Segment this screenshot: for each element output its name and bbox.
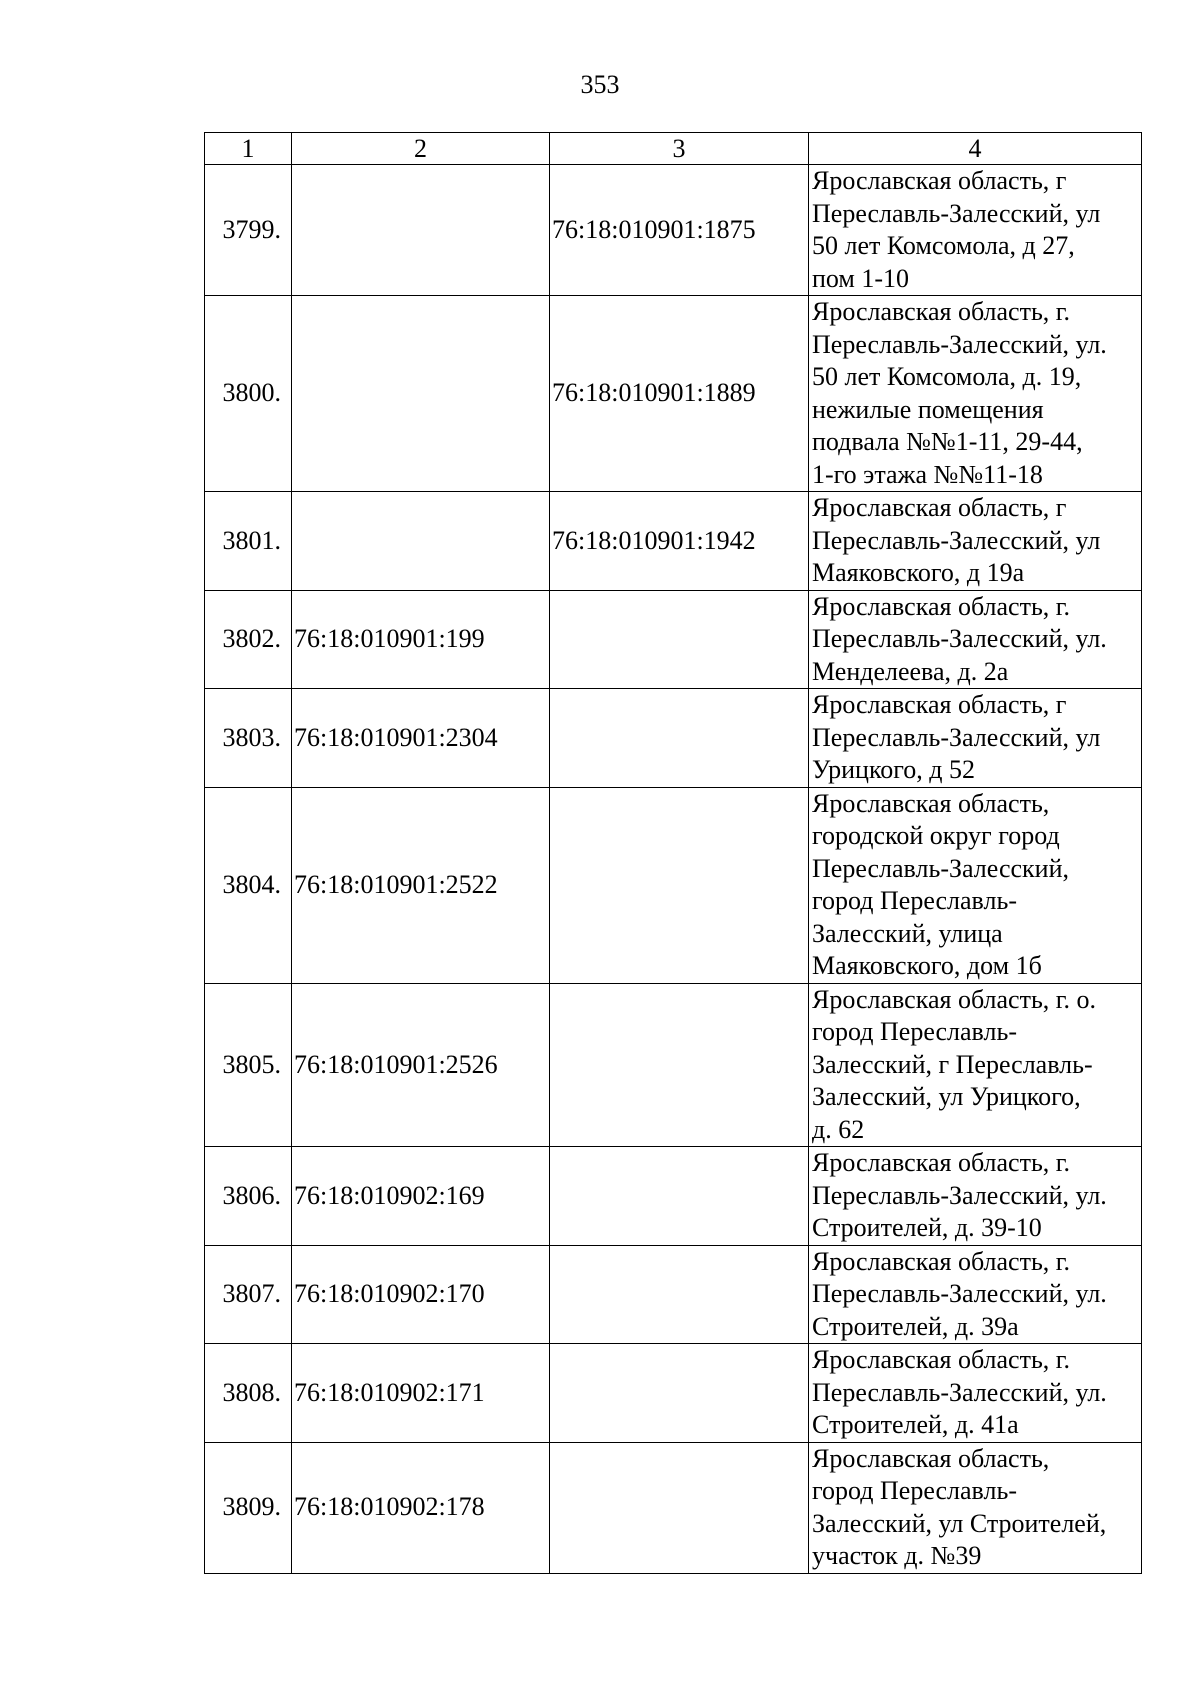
cadastral-number-col2: 76:18:010901:2526 — [292, 983, 550, 1147]
table-row — [205, 983, 1142, 1147]
table-row — [205, 787, 1142, 983]
row-number: 3808. — [205, 1344, 292, 1443]
cadastral-number-col2: 76:18:010901:2522 — [292, 787, 550, 983]
address: Ярославская область, г. Переславль-Залесский, ул. 50 лет Комсомола, д. 19, нежилые помещения подвала №№1-11, 29-44, 1-го этажа №№11-18 — [809, 296, 1142, 492]
table-row — [205, 1344, 1142, 1443]
column-header-1: 1 — [205, 133, 292, 165]
row-number: 3807. — [205, 1245, 292, 1344]
table-row — [205, 689, 1142, 788]
table-row — [205, 296, 1142, 492]
address: Ярославская область, г. Переславль-Залесский, ул. Менделеева, д. 2а — [809, 590, 1142, 689]
cadastral-number-col2: 76:18:010902:178 — [292, 1442, 550, 1573]
page-number: 353 — [580, 70, 620, 99]
table-row — [205, 1442, 1142, 1573]
cadastral-number-col2 — [292, 492, 550, 591]
cadastral-number-col3: 76:18:010901:1942 — [550, 492, 809, 591]
row-number: 3809. — [205, 1442, 292, 1573]
cadastral-number-col3 — [550, 1245, 809, 1344]
address: Ярославская область, г. Переславль-Залесский, ул. Строителей, д. 39а — [809, 1245, 1142, 1344]
row-number: 3805. — [205, 983, 292, 1147]
cadastral-number-col3: 76:18:010901:1875 — [550, 165, 809, 296]
row-number: 3799. — [205, 165, 292, 296]
table-row — [205, 165, 1142, 296]
address: Ярославская область, г. Переславль-Залесский, ул. Строителей, д. 41а — [809, 1344, 1142, 1443]
row-number: 3803. — [205, 689, 292, 788]
row-number: 3802. — [205, 590, 292, 689]
cadastral-number-col3 — [550, 1344, 809, 1443]
column-header-2: 2 — [292, 133, 550, 165]
cadastral-number-col2: 76:18:010901:199 — [292, 590, 550, 689]
address: Ярославская область, г Переславль-Залесский, ул 50 лет Комсомола, д 27, пом 1-10 — [809, 165, 1142, 296]
table-header-row — [205, 133, 1142, 165]
cadastral-number-col3 — [550, 983, 809, 1147]
cadastral-number-col3 — [550, 1442, 809, 1573]
column-header-3: 3 — [550, 133, 809, 165]
row-number: 3806. — [205, 1147, 292, 1246]
address: Ярославская область, г Переславль-Залесский, ул Урицкого, д 52 — [809, 689, 1142, 788]
address: Ярославская область, городской округ город Переславль-Залесский, город Переславль- Залесский, улица Маяковского, дом 1б — [809, 787, 1142, 983]
address: Ярославская область, г Переславль-Залесский, ул Маяковского, д 19а — [809, 492, 1142, 591]
cadastral-number-col2: 76:18:010901:2304 — [292, 689, 550, 788]
row-number: 3800. — [205, 296, 292, 492]
cadastral-number-col3 — [550, 787, 809, 983]
table-row — [205, 1245, 1142, 1344]
cadastral-number-col2: 76:18:010902:171 — [292, 1344, 550, 1443]
cadastral-number-col2: 76:18:010902:170 — [292, 1245, 550, 1344]
address: Ярославская область, г. Переславль-Залесский, ул. Строителей, д. 39-10 — [809, 1147, 1142, 1246]
cadastral-number-col2: 76:18:010902:169 — [292, 1147, 550, 1246]
table-row — [205, 492, 1142, 591]
row-number: 3801. — [205, 492, 292, 591]
address: Ярославская область, город Переславль- Залесский, ул Строителей, участок д. №39 — [809, 1442, 1142, 1573]
table-row — [205, 590, 1142, 689]
row-number: 3804. — [205, 787, 292, 983]
cadastral-number-col3 — [550, 590, 809, 689]
column-header-4: 4 — [809, 133, 1142, 165]
address: Ярославская область, г. о. город Переславль- Залесский, г Переславль- Залесский, ул Урицкого, д. 62 — [809, 983, 1142, 1147]
registry-table — [204, 132, 1142, 1574]
cadastral-number-col3 — [550, 689, 809, 788]
cadastral-number-col3 — [550, 1147, 809, 1246]
cadastral-number-col2 — [292, 296, 550, 492]
cadastral-number-col3: 76:18:010901:1889 — [550, 296, 809, 492]
table-row — [205, 1147, 1142, 1246]
cadastral-number-col2 — [292, 165, 550, 296]
